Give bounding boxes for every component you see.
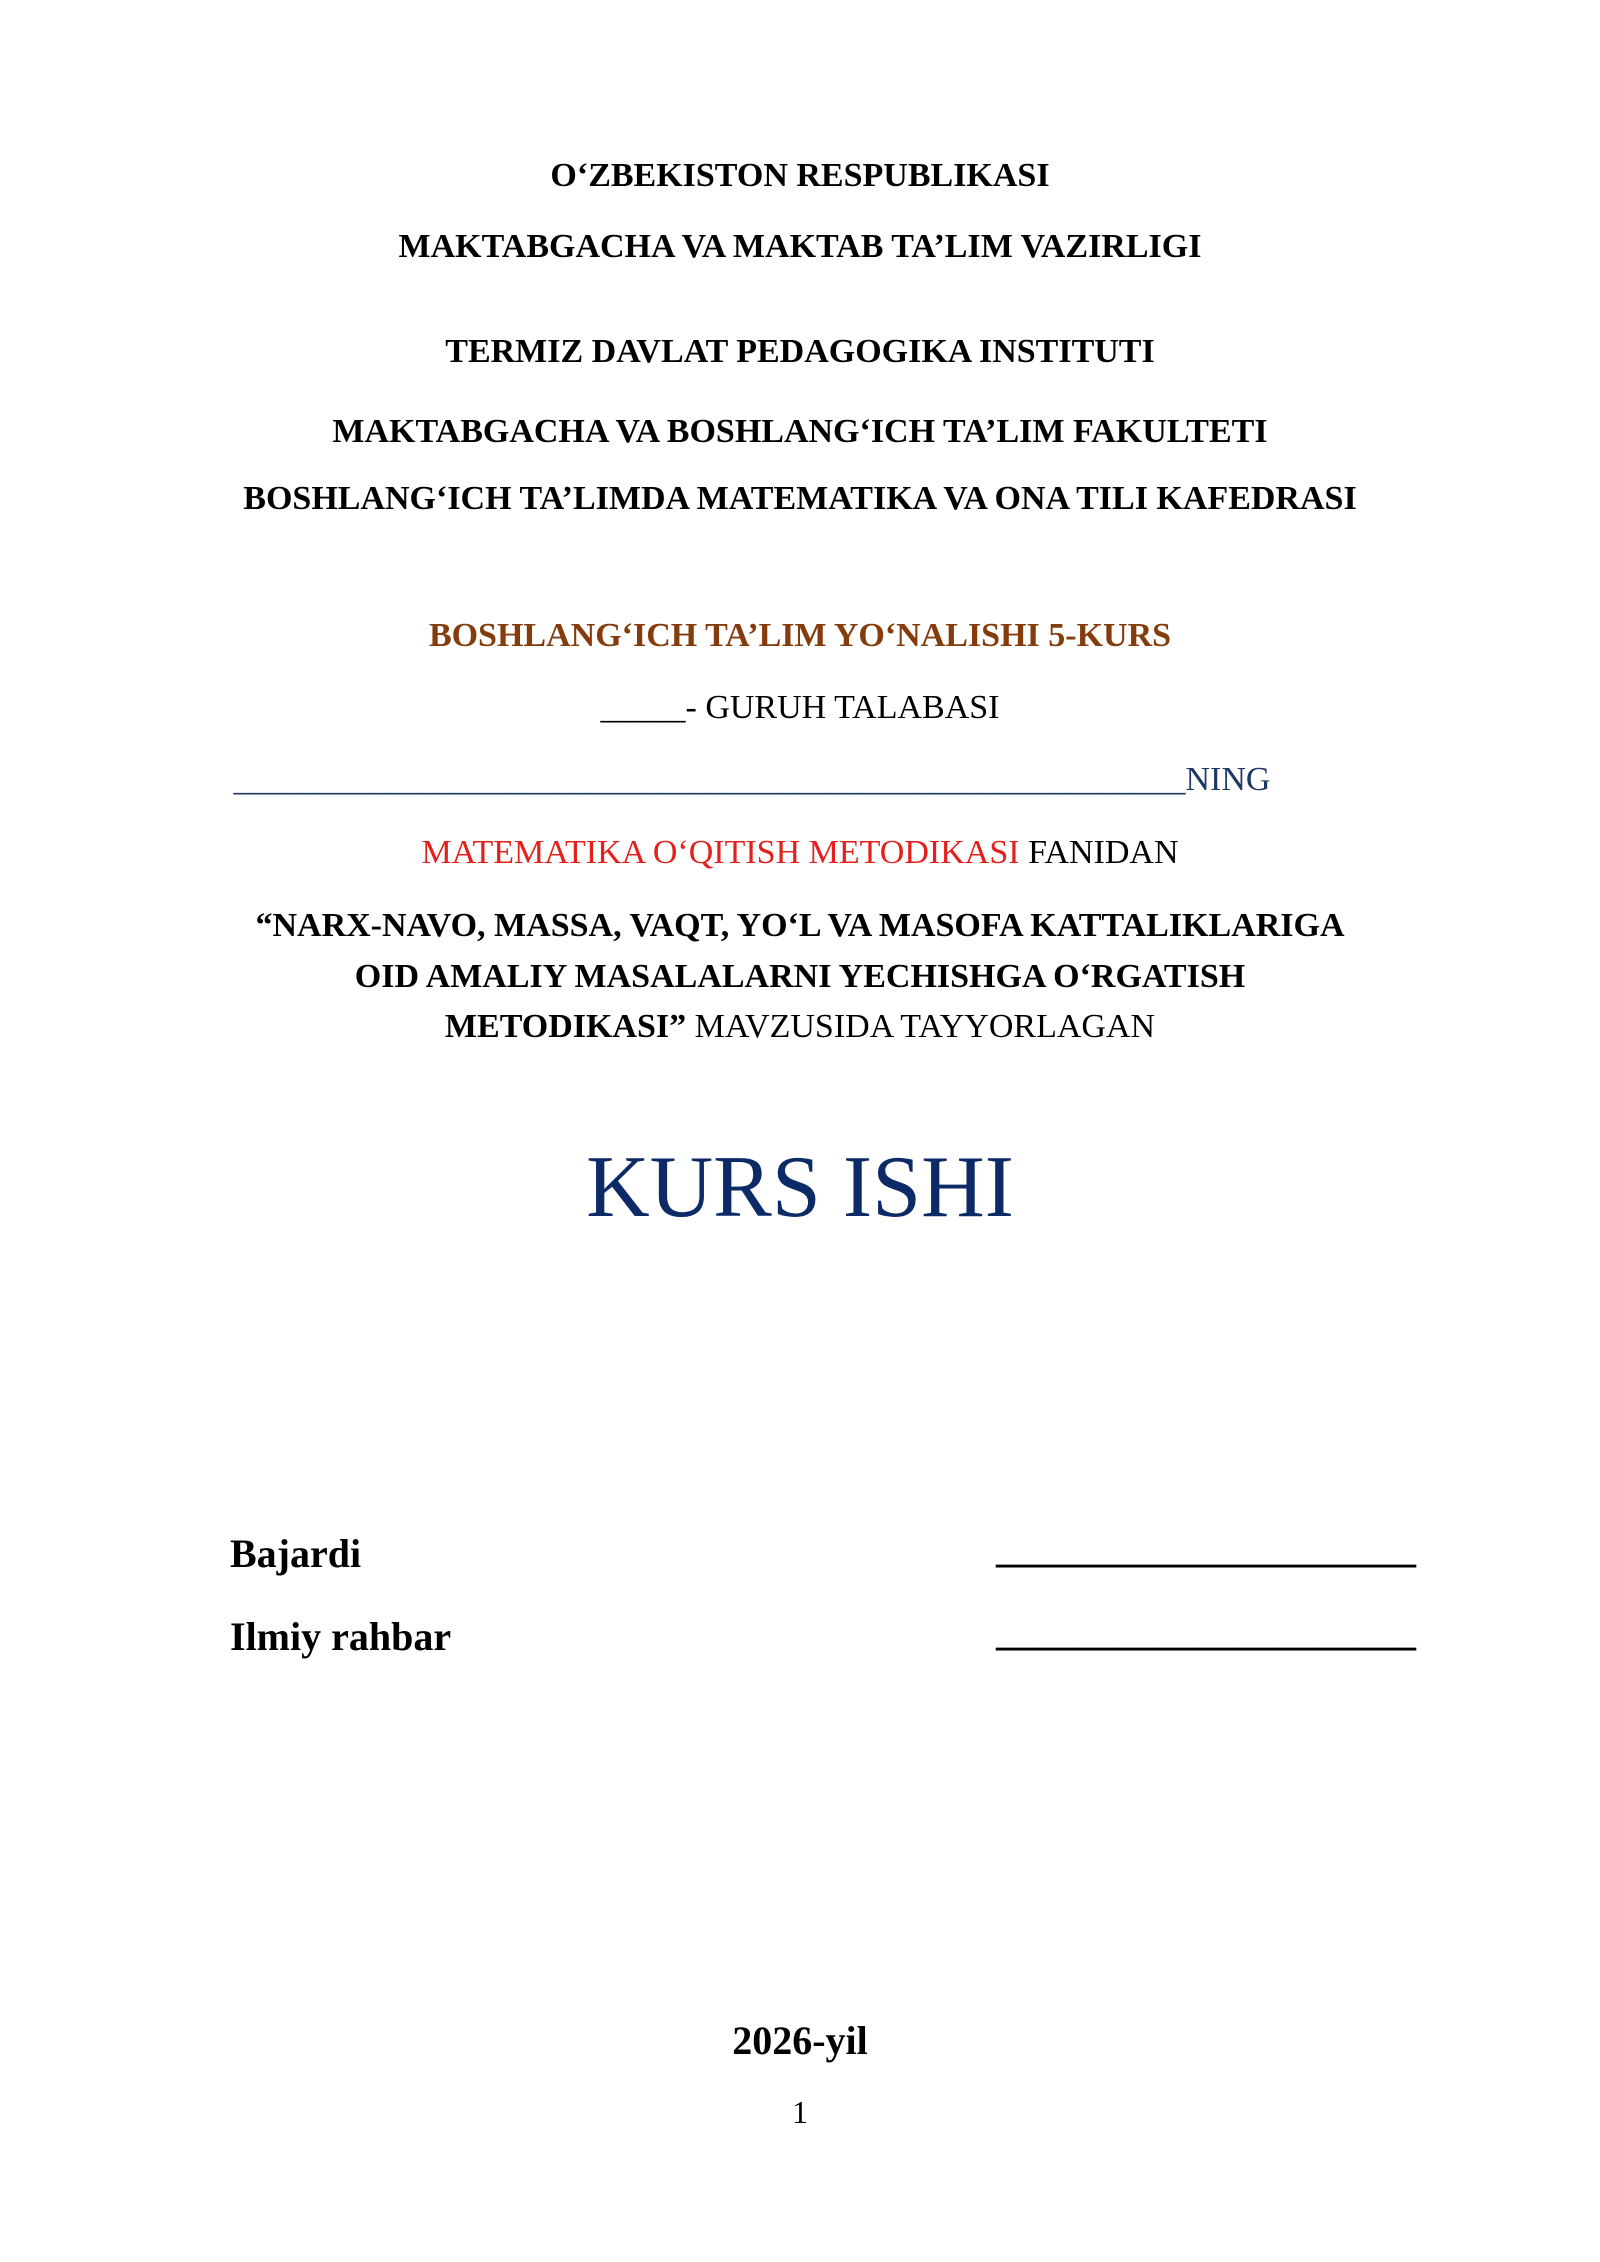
group-blank: _____ <box>600 689 686 726</box>
topic-line-2: OID AMALIY MASALALARNI YECHISHGA O‘RGATISH <box>354 958 1246 995</box>
direction-heading: BOSHLANG‘ICH TA’LIM YO‘NALISHI 5-KURS <box>428 617 1172 654</box>
department-heading: BOSHLANG‘ICH TA’LIMDA MATEMATIKA VA ONA TILI KAFEDRASI <box>243 480 1357 517</box>
document-title: KURS ISHI <box>586 1139 1014 1236</box>
topic-line-3-bold: METODIKASI” <box>444 1008 687 1045</box>
topic-line-3 <box>0 1007 1600 1046</box>
performed-signature-line: _____________________ <box>996 1526 1416 1571</box>
group-line <box>0 688 1600 727</box>
supervisor-signature-line: _____________________ <box>996 1609 1416 1654</box>
subject-line <box>0 833 1600 872</box>
subject-highlight: MATEMATIKA O‘QITISH METODIKASI <box>421 834 1020 871</box>
supervisor-label: Ilmiy rahbar <box>230 1614 452 1659</box>
group-suffix: - GURUH TALABASI <box>685 689 1000 726</box>
ministry-heading: MAKTABGACHA VA MAKTAB TA’LIM VAZIRLIGI <box>398 228 1202 265</box>
student-line <box>0 760 1552 799</box>
subject-suffix: FANIDAN <box>1019 834 1179 871</box>
student-blank: ________________________________________________________ <box>233 761 1186 798</box>
year-label: 2026-yil <box>732 2018 868 2063</box>
student-suffix: NING <box>1185 761 1271 798</box>
faculty-heading: MAKTABGACHA VA BOSHLANG‘ICH TA’LIM FAKULTETI <box>332 413 1268 450</box>
performed-label: Bajardi <box>230 1531 362 1576</box>
topic-line-1: “NARX-NAVO, MASSA, VAQT, YO‘L VA MASOFA KATTALIKLARIGA <box>255 907 1345 944</box>
institute-heading: TERMIZ DAVLAT PEDAGOGIKA INSTITUTI <box>445 333 1155 370</box>
topic-suffix: MAVZUSIDA TAYYORLAGAN <box>686 1008 1156 1045</box>
country-heading: O‘ZBEKISTON RESPUBLIKASI <box>550 157 1050 194</box>
page-number: 1 <box>792 2094 808 2130</box>
